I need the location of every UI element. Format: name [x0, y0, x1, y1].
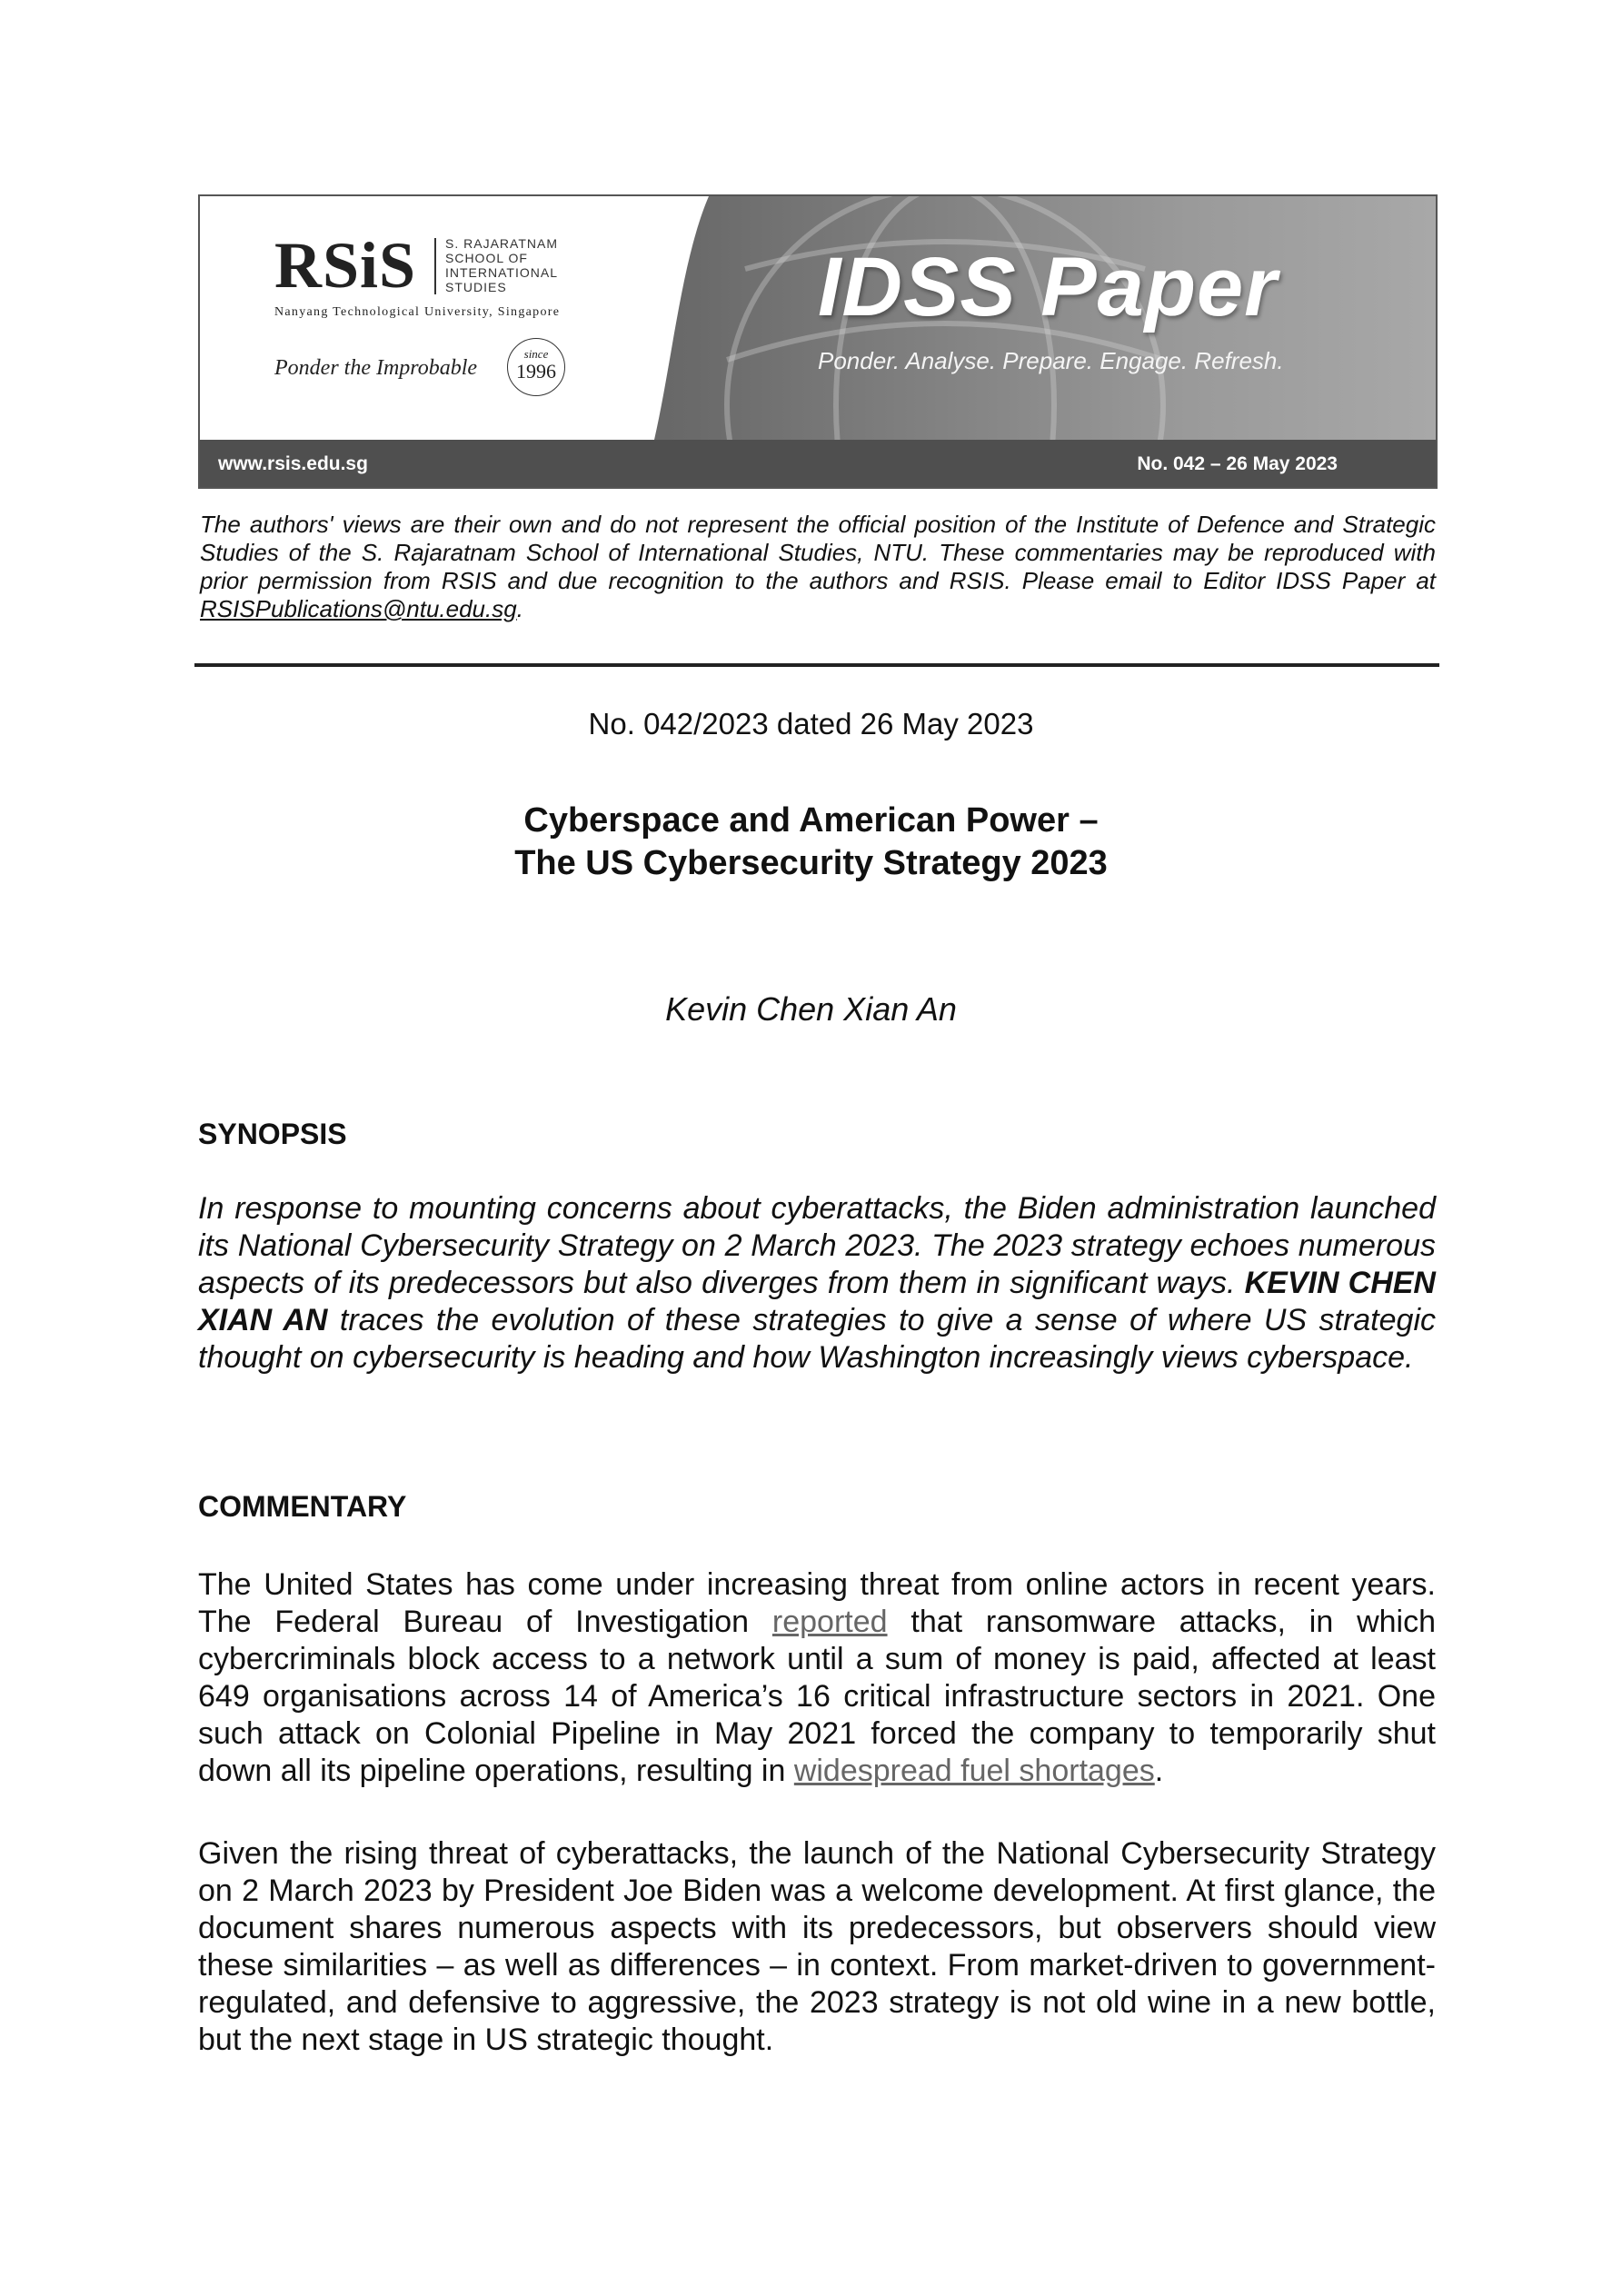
paper-number: No. 042/2023 dated 26 May 2023: [588, 707, 1034, 740]
horizontal-rule: [194, 663, 1439, 667]
school-name: S. RAJARATNAM SCHOOL OF INTERNATIONAL STUDIES: [445, 236, 558, 294]
p1-text-a: The United States has come under increasing threat from online actors in recent years. The Federal Bureau of Investigation: [198, 1567, 1436, 1639]
rsis-logo: RSiS: [274, 229, 417, 302]
fuel-shortages-link[interactable]: widespread fuel shortages: [793, 1754, 1155, 1788]
since-word: since: [523, 347, 549, 361]
commentary-heading: COMMENTARY: [198, 1490, 407, 1523]
disclaimer-text: The authors' views are their own and do not represent the official position of the Institute of Defence and Strategic Studies of the S. Rajaratnam School of International Studies, NTU. These commentaries may be reproduced with prior permission from RSIS and due recognition to the authors and RSIS. Please email to Editor IDSS Paper at: [200, 511, 1436, 594]
issue-number: No. 042 – 26 May 2023: [1137, 453, 1338, 474]
synopsis-part-1: In response to mounting concerns about cyberattacks, the Biden administration launched its National Cybersecurity Strategy on 2 March 2023. The 2023 strategy echoes numerous aspects of its predecessors but also diverges from them in significant ways.: [198, 1191, 1436, 1300]
publication-title: IDSS Paper: [818, 241, 1278, 333]
disclaimer-end: .: [516, 595, 523, 622]
synopsis-author: KEVIN CHEN XIAN AN: [198, 1266, 1436, 1337]
synopsis-part-2: traces the evolution of these strategies to give a sense of where US strategic thought on cybersecurity is heading and how Washington increasingly views cyberspace.: [198, 1303, 1436, 1375]
commentary-paragraph-2: Given the rising threat of cyberattacks, the launch of the National Cybersecurity Strategy on 2 March 2023 by President Joe Biden was a welcome development. At first glance, the document shares numerous aspects with its predecessors, but observers should view these similarities – as well as differences – in context. From market-driven to government-regulated, and defensive to aggressive, the 2023 strategy is not old wine in a new bottle, but the next stage in US strategic thought.: [198, 1836, 1436, 2057]
title-line-1: Cyberspace and American Power –: [523, 801, 1099, 840]
publication-tagline: Ponder. Analyse. Prepare. Engage. Refresh.: [818, 347, 1284, 374]
p1-text-b: that ransomware attacks, in which cybercriminals block access to a network until a sum of money is paid, affected at least 649 organisations across 14 of America’s 16 critical infrastructure sectors in 2021. One such attack on Colonial Pipeline in May 2021 forced the company to temporarily shut down all its pipeline operations, resulting in: [198, 1605, 1436, 1788]
university-name: Nanyang Technological University, Singapore: [274, 305, 561, 319]
header-banner: [198, 194, 1438, 489]
synopsis-text: [198, 1190, 1436, 1377]
title-line-2: The US Cybersecurity Strategy 2023: [514, 844, 1108, 882]
synopsis-heading: SYNOPSIS: [198, 1118, 347, 1150]
p1-text-c: .: [1154, 1754, 1164, 1788]
paper-title: [0, 800, 1622, 885]
website-link[interactable]: www.rsis.edu.sg: [218, 453, 368, 474]
email-link[interactable]: RSISPublications@ntu.edu.sg: [200, 595, 517, 622]
logo-divider: [434, 238, 436, 294]
reported-link[interactable]: reported: [771, 1605, 888, 1639]
disclaimer: [200, 511, 1436, 623]
commentary-paragraph-1: [198, 1566, 1436, 1790]
since-year: 1996: [516, 360, 556, 383]
motto: Ponder the Improbable: [274, 356, 478, 380]
author-name: Kevin Chen Xian An: [665, 990, 957, 1028]
since-badge: [507, 338, 565, 396]
banner-footer-bar: [200, 440, 1436, 489]
